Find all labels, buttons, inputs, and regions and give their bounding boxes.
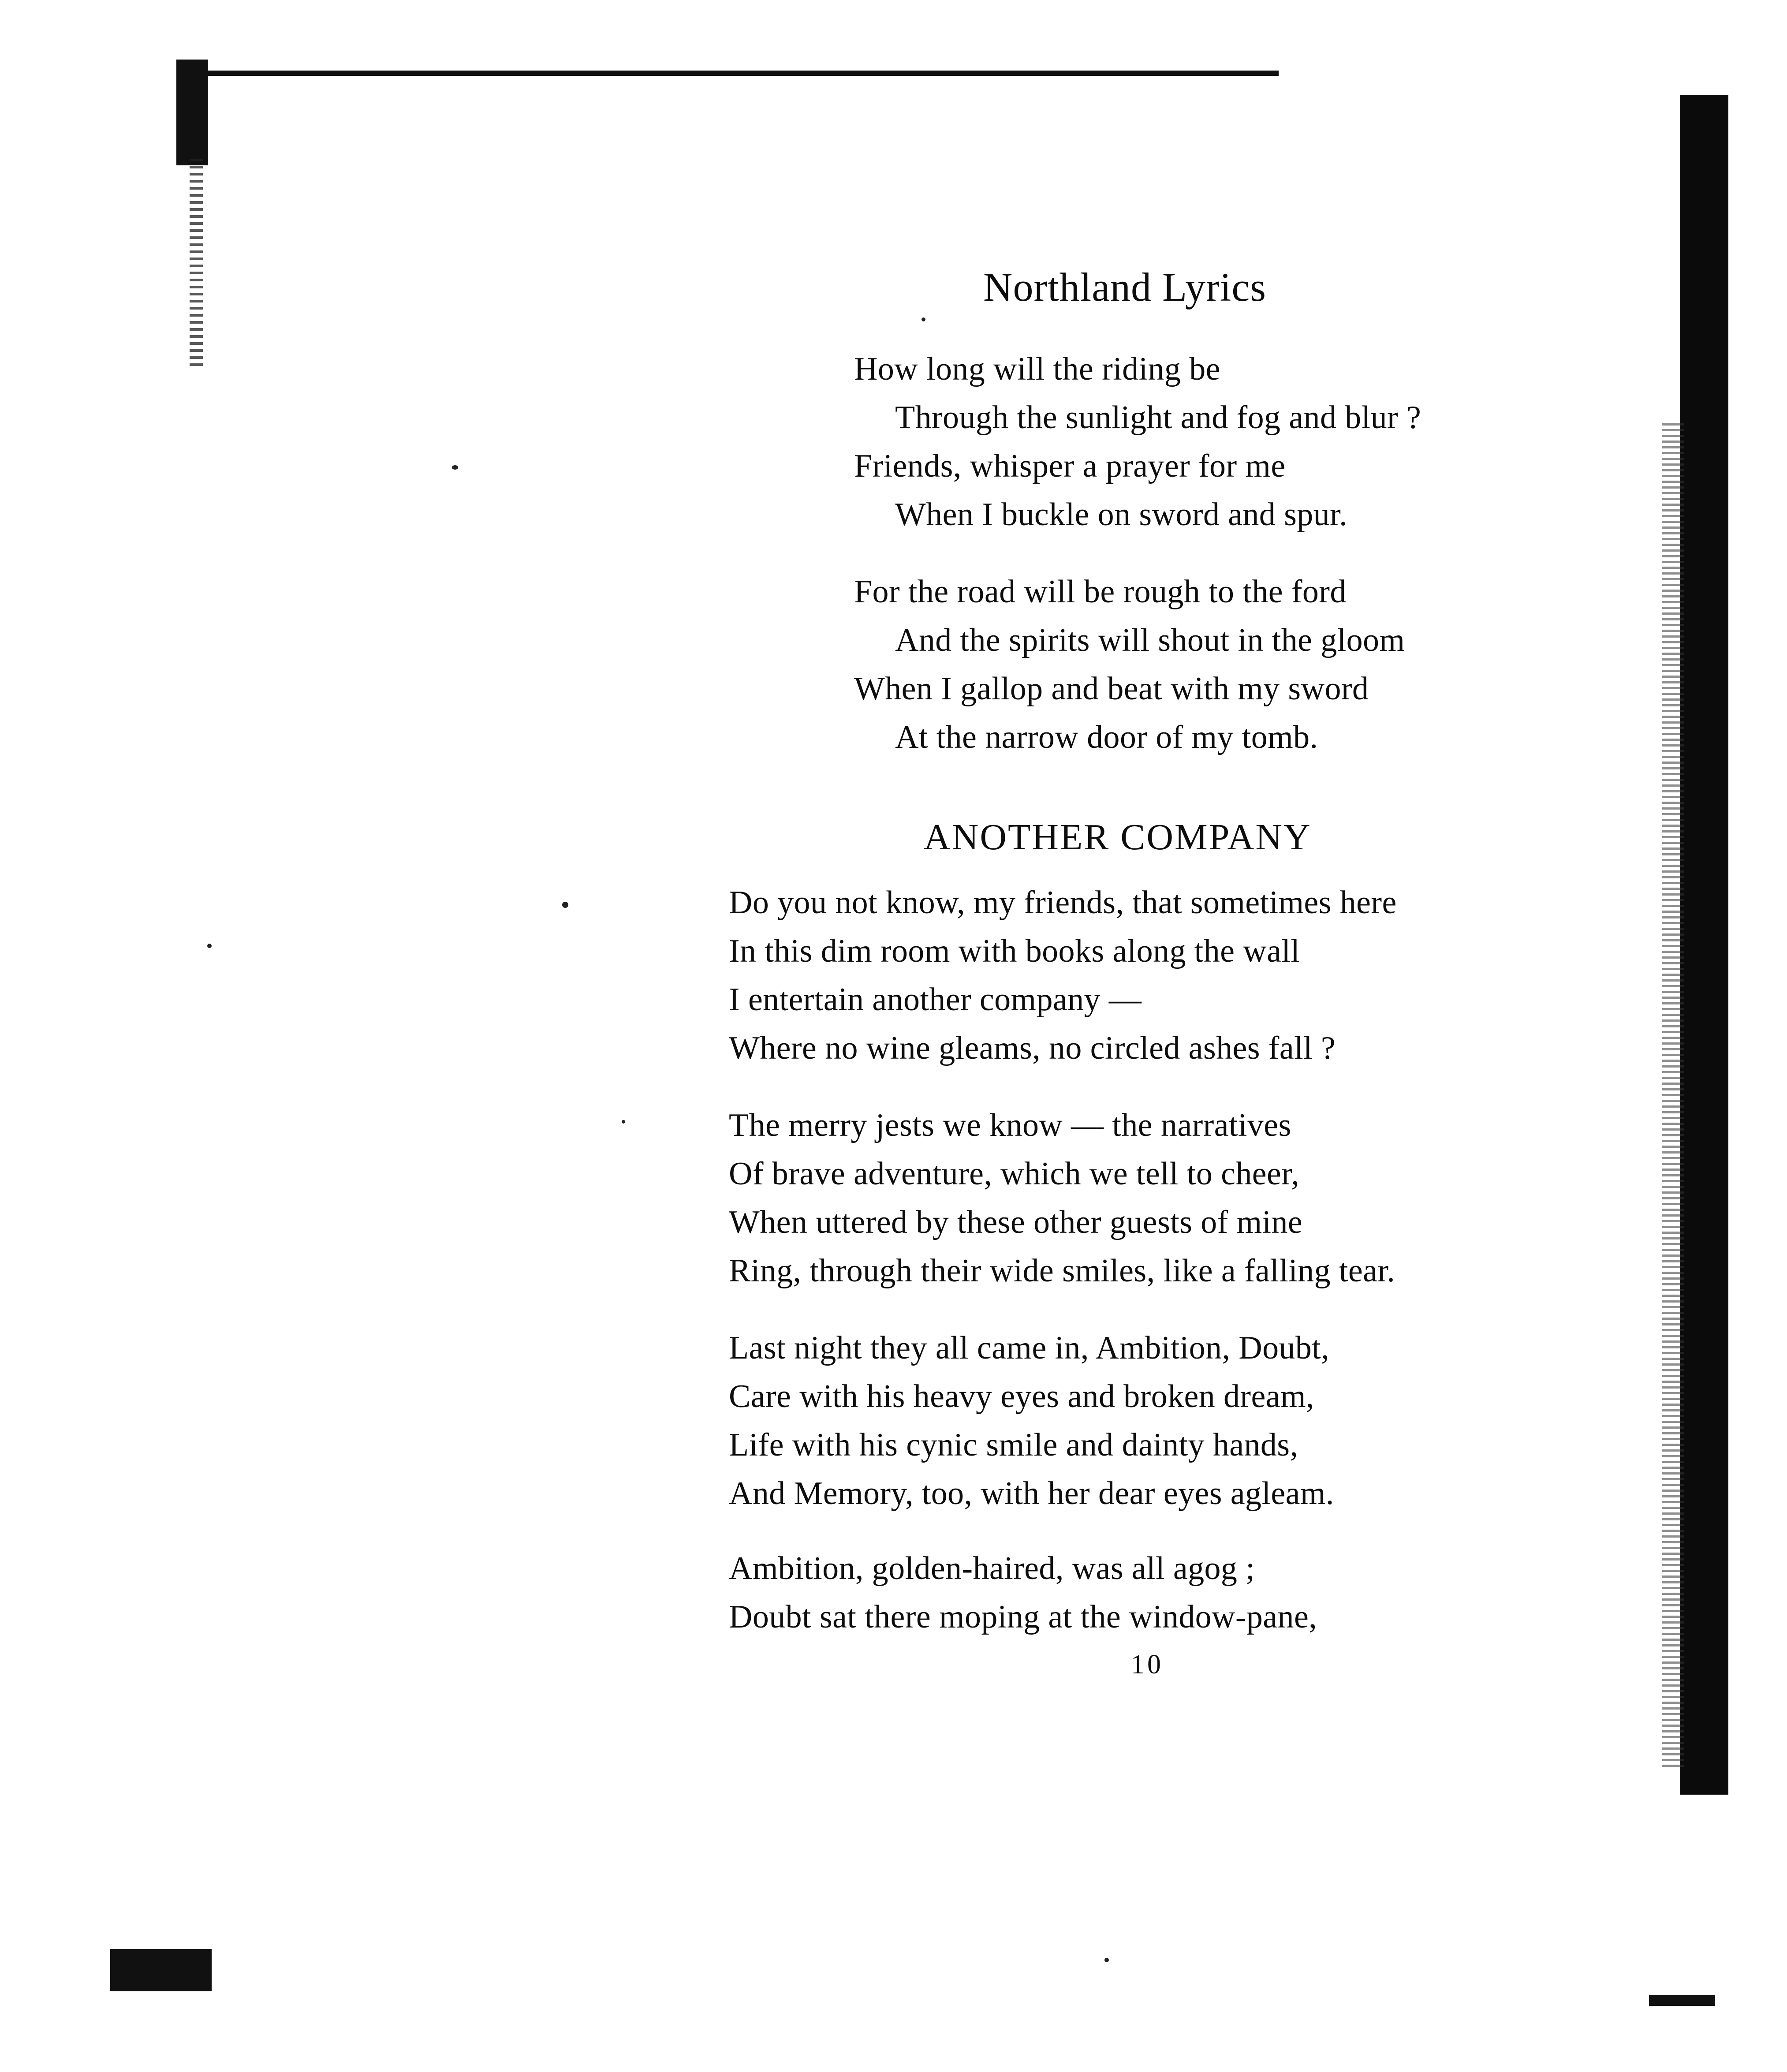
poem-line: When I buckle on sword and spur. — [895, 497, 1347, 533]
scan-right-edge-fray — [1662, 423, 1684, 1768]
poem-line: How long will the riding be — [854, 351, 1220, 387]
poem-line: And Memory, too, with her dear eyes agleam. — [729, 1475, 1334, 1512]
poem-line: In this dim room with books along the wall — [729, 933, 1300, 969]
poem-line: Care with his heavy eyes and broken dream, — [729, 1378, 1314, 1415]
poem-line: Do you not know, my friends, that sometimes here — [729, 885, 1397, 921]
scan-left-edge-fray — [190, 159, 203, 366]
poem-line: Friends, whisper a prayer for me — [854, 448, 1286, 484]
section-title: ANOTHER COMPANY — [924, 817, 1312, 858]
scan-corner-block — [110, 1949, 212, 1991]
page-number: 10 — [1131, 1650, 1164, 1680]
poem-line: For the road will be rough to the ford — [854, 574, 1347, 610]
running-head: Northland Lyrics — [983, 265, 1266, 310]
poem-line: Ring, through their wide smiles, like a falling tear. — [729, 1253, 1395, 1289]
poem-line: Ambition, golden-haired, was all agog ; — [729, 1550, 1255, 1587]
scan-speck — [207, 944, 212, 948]
scan-speck — [622, 1120, 625, 1124]
poem-line: Of brave adventure, which we tell to cheer, — [729, 1156, 1300, 1192]
poem-line: The merry jests we know — the narratives — [729, 1107, 1291, 1143]
poem-line: And the spirits will shout in the gloom — [895, 622, 1405, 658]
poem-line: Doubt sat there moping at the window-pane, — [729, 1599, 1317, 1635]
poem-line: Life with his cynic smile and dainty hands, — [729, 1427, 1298, 1463]
scan-corner-stub — [1649, 1995, 1715, 2006]
scan-speck — [562, 902, 568, 908]
poem-line: I entertain another company — — [729, 982, 1142, 1018]
poem-line: Last night they all came in, Ambition, Doubt, — [729, 1330, 1330, 1366]
poem-line: When I gallop and beat with my sword — [854, 671, 1369, 707]
scan-speck — [1104, 1958, 1109, 1962]
poem-line: Through the sunlight and fog and blur ? — [895, 399, 1421, 436]
scan-right-edge — [1680, 95, 1728, 1795]
scan-speck — [921, 317, 925, 321]
poem-line: At the narrow door of my tomb. — [895, 719, 1318, 755]
scan-top-rule — [185, 71, 1279, 76]
scan-speck — [452, 465, 458, 470]
poem-line: When uttered by these other guests of mine — [729, 1204, 1303, 1240]
scan-left-edge — [176, 60, 208, 165]
poem-line: Where no wine gleams, no circled ashes fall ? — [729, 1030, 1336, 1066]
